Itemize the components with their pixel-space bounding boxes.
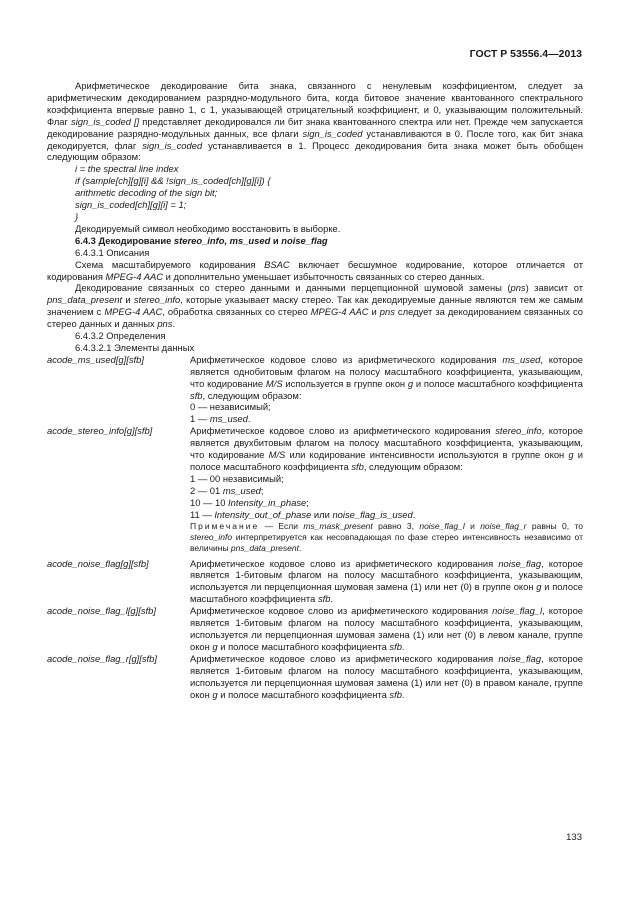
note-label: Примечание [190, 520, 260, 531]
code-line: } [75, 210, 79, 222]
definition-stereo-info [47, 425, 583, 553]
definition-noise-flag-l [47, 605, 583, 653]
definition-term: acode_noise_flag_l[g][sfb] [47, 605, 156, 617]
definition-body: Арифметическое кодовое слово из арифметического кодирования noise_flag, которое является 1-битовым флагом на полосу масштабного коэффициента, указывающим, используется ли перцепционная шумовая замена (1) или нет (0) в правом канале, группе окон g и полосе масштабного коэффициента sfb. [190, 652, 584, 700]
page-content [47, 80, 583, 700]
value-line: 1 — ms_used. [190, 413, 251, 425]
subsection-6-4-3-1: 6.4.3.1 Описания [75, 246, 150, 258]
note: Примечание — Если ms_mask_present равно 3, noise_flag_l и noise_flag_r равны 0, то stereo_info интерпретируется как несовпадающая по фазе стерео интенсивность независимо от величины pns_data_present. [190, 520, 583, 553]
value-line: 11 — Intensity_out_of_phase или noise_flag_is_used. [190, 508, 416, 520]
definition-noise-flag [47, 558, 583, 606]
code-line: arithmetic decoding of the sign bit; [75, 187, 218, 199]
paragraph-sign-bit: Арифметическое декодирование бита знака, связанного с ненулевым коэффициентом, следует за арифметическим декодированием разрядно-модульного бита, когда битовое значение квантованного спектрального коэффициента впервые равно 1, с 1, указывающей отрицательный коэффициент, и 0, указывающим положительный. Флаг sign_is_coded [] представляет декодировался ли бит знака квантованного спектра или нет. Прежде чем запускается декодирование разрядно-модульных данных, все флаги sign_is_coded устанавливаются в 0. После того, как бит знака декодируется, флаг sign_is_coded устанавливается в 1. Процесс декодирования бита знака может быть обобщен следующим образом: [47, 80, 583, 163]
definition-term: acode_noise_flag_r[g][sfb] [47, 652, 157, 664]
code-line: if (sample[ch][g][i] && !sign_is_coded[ch][g][i]) { [75, 175, 271, 187]
definition-body: Арифметическое кодовое слово из арифметического кодирования stereo_info, которое является двухбитовым флагом на полосу масштабного коэффициента, указывающим, что кодирование M/S или кодирование интенсивности используются в группе окон g и полосе масштабного коэффициента sfb, следующим образом: 1 — 00 независимый; 2 — 01 ms_used; 10 — 10 Intensity_in_phase; 11 — Intensity_out_of_phase или noise_flag_is_used. Примечание — Если ms_mask_present равно 3, noise_flag_l и noise_flag_r равны 0, то stereo_info интерпретируется как несовпадающая по фазе стерео интенсивность независимо от величины pns_data_present. [190, 425, 583, 553]
code-line: sign_is_coded[ch][g][i] = 1; [75, 199, 187, 211]
value-line: 10 — 10 Intensity_in_phase; [190, 496, 309, 508]
subsection-6-4-3-2-1: 6.4.3.2.1 Элементы данных [75, 341, 195, 353]
subsection-6-4-3-2: 6.4.3.2 Определения [75, 330, 166, 342]
value-line: 1 — 00 независимый; [190, 472, 284, 484]
definition-noise-flag-r [47, 653, 583, 701]
definition-body: Арифметическое кодовое слово из арифметического кодирования noise_flag, которое является 1-битовым флагом на полосу масштабного коэффициента, указывающим, используется ли перцепционная шумовая замена (1) или нет (0) в группе окон g и полосе масштабного коэффициента sfb. [190, 557, 584, 605]
paragraph-bsac: Схема масштабируемого кодирования BSAC включает бесшумное кодирование, которое отличается от кодирования MPEG-4 AAC и дополнительно уменьшает избыточность связанных со стерео данных. [47, 258, 583, 282]
definition-term: acode_stereo_info[g][sfb] [47, 425, 153, 437]
code-line: i = the spectral line index [75, 163, 179, 175]
section-heading-6-4-3: 6.4.3 Декодирование stereo_info, ms_used и noise_flag [75, 234, 328, 246]
decoded-symbol-line: Декодируемый символ необходимо восстановить в выборке. [75, 222, 341, 234]
value-line: 0 — независимый; [190, 401, 271, 413]
definition-ms-used [47, 354, 583, 425]
definition-body: Арифметическое кодовое слово из арифметического кодирования noise_flag_l, которое является 1-битовым флагом на полосу масштабного коэффициента, указывающим, используется ли перцепционная шумовая замена (1) или нет (0) в левом канале, группе окон g и полосе масштабного коэффициента sfb. [190, 605, 584, 652]
code-block [47, 163, 583, 223]
paragraph-stereo-pns: Декодирование связанных со стерео данными и данными перцепционной шумовой замены (pns) зависит от pns_data_present и stereo_info, которые указывает маску стерео. Так как декодируемые данные являются тем же самым значением с MPEG-4 AAC, обработка связанных со стерео MPEG-4 AAC и pns следует за декодированием связанных со стерео данных и данных pns. [47, 282, 583, 330]
page-number: 133 [566, 832, 582, 843]
definition-term: acode_noise_flag[g][sfb] [47, 557, 149, 569]
value-line: 2 — 01 ms_used; [190, 484, 264, 496]
standard-header: ГОСТ Р 53556.4—2013 [469, 48, 582, 60]
definition-body: Арифметическое кодовое слово из арифметического кодирования ms_used, которое является однобитовым флагом на полосу масштабного коэффициента, указывающим, что кодирование M/S используется в группе окон g и полосе масштабного коэффициента sfb, следующим образом: 0 — независимый; 1 — ms_used. [190, 353, 584, 425]
definition-term: acode_ms_used[g][sfb] [47, 353, 144, 365]
